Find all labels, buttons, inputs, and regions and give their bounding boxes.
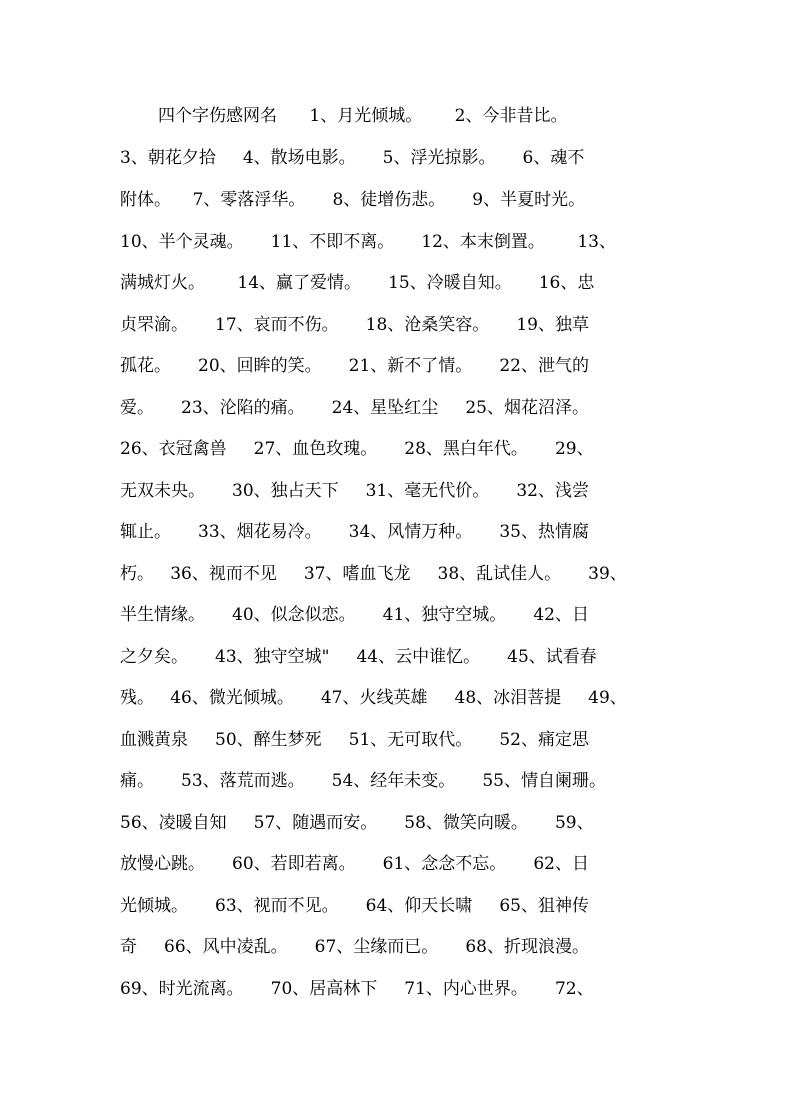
text-line: 10、半个灵魂。 11、不即不离。 12、本末倒置。 13、 — [120, 232, 616, 252]
text-line: 之夕矣。 43、独守空城" 44、云中谁忆。 45、试看春 — [120, 647, 597, 667]
text-line: 放慢心跳。 60、若即若离。 61、念念不忘。 62、日 — [120, 854, 589, 874]
text-line: 满城灯火。 14、赢了爱情。 15、冷暖自知。 16、忠 — [120, 273, 595, 293]
text-line: 光倾城。 63、视而不见。 64、仰天长啸 65、狙神传 — [120, 896, 589, 916]
text-line: 血溅黄泉 50、醉生梦死 51、无可取代。 52、痛定思 — [120, 730, 589, 750]
text-line: 残。 46、微光倾城。 47、火线英雄 48、冰泪菩提 49、 — [120, 688, 627, 708]
text-line: 半生情缘。 40、似念似恋。 41、独守空城。 42、日 — [120, 605, 589, 625]
text-line: 痛。 53、落荒而逃。 54、经年未变。 55、情自阑珊。 — [120, 771, 606, 791]
text-line: 无双未央。 30、独占天下 31、毫无代价。 32、浅尝 — [120, 481, 589, 501]
text-line: 69、时光流离。 70、居高林下 71、内心世界。 72、 — [120, 979, 594, 999]
text-line: 爱。 23、沦陷的痛。 24、星坠红尘 25、烟花沼泽。 — [120, 398, 589, 418]
text-line: 辄止。 33、烟花易冷。 34、风情万种。 35、热情腐 — [120, 522, 589, 542]
text-line: 26、衣冠禽兽 27、血色玫瑰。 28、黑白年代。 29、 — [120, 439, 594, 459]
text-line: 四个字伤感网名 1、月光倾城。 2、今非昔比。 — [158, 106, 568, 126]
text-line: 贞罘渝。 17、哀而不伤。 18、沧桑笑容。 19、独草 — [120, 315, 589, 335]
text-line: 附体。 7、零落浮华。 8、徒增伤悲。 9、半夏时光。 — [120, 190, 586, 210]
text-line: 56、凌暖自知 57、随遇而安。 58、微笑向暖。 59、 — [120, 813, 594, 833]
text-line: 3、朝花夕拾 4、散场电影。 5、浮光掠影。 6、魂不 — [120, 148, 585, 168]
text-line: 奇 66、风中凌乱。 67、尘缘而已。 68、折现浪漫。 — [120, 937, 589, 957]
text-line: 朽。 36、视而不见 37、嗜血飞龙 38、乱试佳人。 39、 — [120, 564, 627, 584]
text-line: 孤花。 20、回眸的笑。 21、新不了情。 22、泄气的 — [120, 356, 589, 376]
